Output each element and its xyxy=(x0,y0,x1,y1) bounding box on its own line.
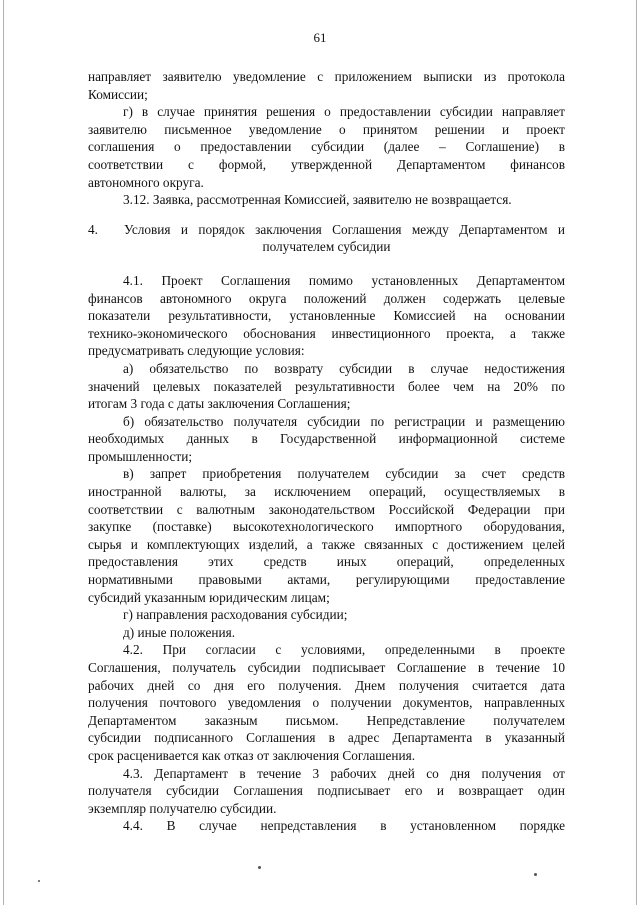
text-line: субсидий указанным юридическим лицам; xyxy=(88,589,330,605)
text-line: итогам 3 года с даты заключения Соглашения; xyxy=(88,396,351,412)
scan-edge-right xyxy=(636,0,637,905)
text-line: в) запрет приобретения получателем субсидии за счет средств xyxy=(123,466,565,482)
section-title-line: получателем субсидии xyxy=(262,239,391,255)
text-line: предоставления этих средств иных операций, определенных xyxy=(88,554,565,570)
scan-edge-left xyxy=(3,0,4,905)
section-heading xyxy=(88,221,565,239)
text-line: Соглашения, получатель субсидии подписывает Соглашение в течение 10 xyxy=(88,660,565,675)
text-line: направляет заявителю уведомление с приложением выписки из протокола xyxy=(88,69,565,84)
text-line: технико-экономического обоснования инвестиционного проекта, а также xyxy=(88,325,565,341)
text-line: значений целевых показателей результативности более чем на 20% по xyxy=(88,378,565,394)
text-line: г) направления расходования субсидии; xyxy=(123,607,348,623)
text-line: закупке (поставке) высокотехнологического импортного оборудования, xyxy=(88,519,565,535)
section-number: 4. xyxy=(88,221,98,237)
text-line: экземпляр получателю субсидии. xyxy=(88,800,277,816)
text-line: г) в случае принятия решения о предоставлении субсидии направляет xyxy=(123,104,565,120)
text-line: заявителю письменное уведомление о принятом решении и проект xyxy=(88,121,565,137)
scan-speck xyxy=(258,866,261,869)
text-line: 4.3. Департамент в течение 3 рабочих дней со дня получения от xyxy=(123,765,565,781)
text-line: субсидии подписанного Соглашения в адрес Департамента в указанный xyxy=(88,730,565,746)
text-line: соглашения о предоставлении субсидии (далее – Соглашение) в xyxy=(88,139,565,155)
text-line: б) обязательство получателя субсидии по регистрации и размещению xyxy=(123,413,565,429)
document-body xyxy=(88,68,565,835)
section-title-line: Условия и порядок заключения Соглашения между Департаментом и xyxy=(124,221,565,237)
text-line: необходимых данных в Государственной информационной системе xyxy=(88,431,565,447)
text-line: промышленности; xyxy=(88,448,193,464)
text-line: сырья и комплектующих изделий, а также связанных с достижением целей xyxy=(88,536,565,552)
text-line: 3.12. Заявка, рассмотренная Комиссией, заявителю не возвращается. xyxy=(123,192,512,208)
text-line: а) обязательство по возврату субсидии в случае недостижения xyxy=(123,360,565,376)
scan-speck xyxy=(534,873,537,876)
scan-speck xyxy=(38,880,40,882)
text-line: рабочих дней со дня его получения. Днем получения считается дата xyxy=(88,677,565,693)
text-line: получателя субсидии Соглашения подписывает его и возвращает один xyxy=(88,783,565,799)
text-line: соответствии с формой, утвержденной Департаментом финансов xyxy=(88,156,565,172)
text-line: 4.1. Проект Соглашения помимо установленных Департаментом xyxy=(123,272,565,288)
text-line: 4.2. При согласии с условиями, определенными в проекте xyxy=(123,642,565,658)
text-line: показатели результативности, установленные Комиссией на основании xyxy=(88,308,565,324)
text-line: финансов автономного округа положений должен содержать целевые xyxy=(88,290,565,306)
text-line: Департаментом заказным письмом. Непредставление получателем xyxy=(88,712,565,728)
text-line: 4.4. В случае непредставления в установленном порядке xyxy=(123,818,565,834)
text-line: получения почтового уведомления о получении документов, направленных xyxy=(88,695,565,711)
text-line: срок расценивается как отказ от заключения Соглашения. xyxy=(88,747,416,763)
text-line: нормативными правовыми актами, регулирующими предоставление xyxy=(88,572,565,588)
text-line: д) иные положения. xyxy=(123,624,236,640)
text-line: иностранной валюты, за исключением операций, осуществляемых в xyxy=(88,484,565,500)
page-number: 61 xyxy=(313,30,327,45)
text-line: Комиссии; xyxy=(88,86,148,102)
text-line: соответствии с валютным законодательством Российской Федерации при xyxy=(88,501,565,517)
text-line: предусматривать следующие условия: xyxy=(88,343,305,359)
text-line: автономного округа. xyxy=(88,174,204,190)
